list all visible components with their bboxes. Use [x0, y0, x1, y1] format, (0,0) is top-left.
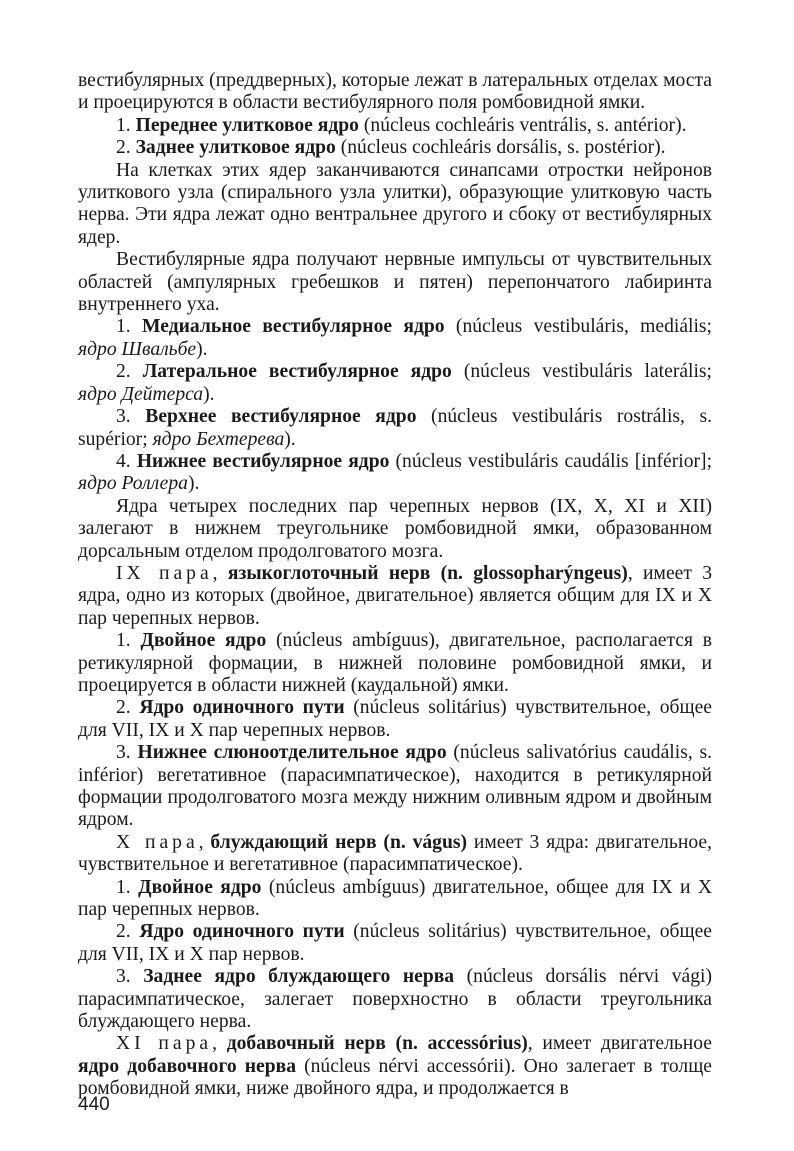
- eponym: ядро Бехтерева: [152, 428, 285, 450]
- term: Ядро одиночного пути: [139, 697, 345, 719]
- list-item-superior-vestibular-nucleus: 3. Верхнее вестибулярное ядро (núcleus vestibuláris rostrális, s. supérior; ядро Бехтерева).: [78, 406, 713, 450]
- term: Ядро одиночного пути: [139, 921, 345, 943]
- list-item-nucleus-ambiguus-x: 1. Двойное ядро (núcleus ambíguus) двигательное, общее для IX и X пар черепных нервов.: [78, 876, 713, 921]
- list-item-nucleus-ambiguus: 1. Двойное ядро (núcleus ambíguus), двигательное, располагается в ретикулярной формации, в нижней половине ромбовидной ямки, и проецируется в области нижней (каудальной) ямки.: [78, 630, 713, 696]
- term: Нижнее вестибулярное ядро: [136, 450, 390, 472]
- list-item-lateral-vestibular-nucleus: 2. Латеральное вестибулярное ядро (núcleus vestibuláris laterális; ядро Дейтерса).: [78, 361, 712, 405]
- term: Нижнее слюноотделительное ядро: [137, 742, 447, 764]
- list-item-medial-vestibular-nucleus: 1. Медиальное вестибулярное ядро (núcleus vestibuláris, mediális; ядро Швальбе).: [78, 316, 713, 360]
- pair-label: IX пара: [116, 562, 213, 584]
- term: Латеральное вестибулярное ядро: [142, 361, 452, 383]
- list-item-nucleus-solitarius: 2. Ядро одиночного пути (núcleus solitárius) чувствительное, общее для VII, IX и X пар черепных нервов.: [78, 697, 712, 741]
- eponym: ядро Роллера: [78, 473, 188, 495]
- eponym: ядро Швальбе: [78, 338, 197, 360]
- pair-label: X пара: [116, 831, 199, 853]
- paragraph-vestibular-intro: Вестибулярные ядра получают нервные импульсы от чувствительных областей (ампулярных гребешков и пятен) перепончатого лабиринта внутреннего уха.: [78, 249, 712, 316]
- paragraph-cochlear-description: На клетках этих ядер заканчиваются синапсами отростки нейронов улиткового узла (спирального узла улитки), образующие улитковую часть нерва. Эти ядра лежат одно вентральнее другого и сбоку от вестибулярных ядер.: [78, 159, 712, 248]
- list-item-dorsal-vagal-nucleus: 3. Заднее ядро блуждающего нерва (núcleus dorsális nérvi vági) парасимпатическое, залегает поверхностно в области треугольника блуждающего нерва.: [78, 966, 712, 1033]
- nerve-name: добавочный нерв (n. accessórius): [226, 1033, 528, 1055]
- term: Заднее улитковое ядро: [135, 137, 336, 159]
- paragraph-x-pair: X пара, блуждающий нерв (n. vágus) имеет 3 ядра: двигательное, чувствительное и вегетативное (парасимпатическое).: [78, 831, 712, 876]
- list-item-nucleus-solitarius-x: 2. Ядро одиночного пути (núcleus solitárius) чувствительное, общее для VII, IX и X пар нервов.: [78, 921, 712, 965]
- paragraph-continuation: вестибулярных (преддверных), которые лежат в латеральных отделах моста и проецируются в области вестибулярного поля ромбовидной ямки.: [78, 70, 712, 114]
- eponym: ядро Дейтерса: [78, 383, 204, 405]
- term: Медиальное вестибулярное ядро: [142, 316, 445, 338]
- term: Двойное ядро: [140, 630, 267, 652]
- page-body: [78, 70, 712, 1101]
- term: Переднее улитковое ядро: [135, 114, 359, 136]
- pair-label: XI пара: [116, 1033, 213, 1055]
- list-item-anterior-cochlear-nucleus: 1. Переднее улитковое ядро (núcleus cochleáris ventrális, s. antérior).: [116, 114, 687, 136]
- nerve-name: языкоглоточный нерв (n. glossopharýngeus): [227, 562, 628, 584]
- list-item-inferior-salivatory-nucleus: 3. Нижнее слюноотделительное ядро (núcleus salivatórius caudális, s. inférior) вегетативное (парасимпатическое), находится в ретикулярной формации продолговатого мозга между нижним оливным ядром и двойным ядром.: [78, 742, 712, 831]
- term: Верхнее вестибулярное ядро: [145, 406, 417, 428]
- term: ядро добавочного нерва: [78, 1055, 296, 1077]
- term: Заднее ядро блуждающего нерва: [143, 966, 455, 988]
- paragraph-last-four-pairs: Ядра четырех последних пар черепных нервов (IX, X, XI и XII) залегают в нижнем треугольнике ромбовидной ямки, образованном дорсальным отделом продолговатого мозга.: [78, 495, 712, 562]
- term: Двойное ядро: [138, 876, 262, 898]
- list-item-posterior-cochlear-nucleus: 2. Заднее улитковое ядро (núcleus cochleáris dorsális, s. postérior).: [116, 137, 666, 159]
- page-number: 440: [78, 1094, 110, 1115]
- nerve-name: блуждающий нерв (n. vágus): [210, 831, 468, 853]
- paragraph-xi-pair: XI пара, добавочный нерв (n. accessórius), имеет двигательное ядро добавочного нерва (núcleus nérvi accessórii). Оно залегает в толще ромбовидной ямки, ниже двойного ядра, и продолжается в: [78, 1033, 713, 1100]
- list-item-inferior-vestibular-nucleus: 4. Нижнее вестибулярное ядро (núcleus vestibuláris caudális [inférior]; ядро Роллера).: [78, 450, 713, 495]
- paragraph-ix-pair: IX пара, языкоглоточный нерв (n. glossopharýngeus), имеет 3 ядра, одно из которых (двойное, двигательное) является общим для IX и X пар черепных нервов.: [78, 562, 713, 629]
